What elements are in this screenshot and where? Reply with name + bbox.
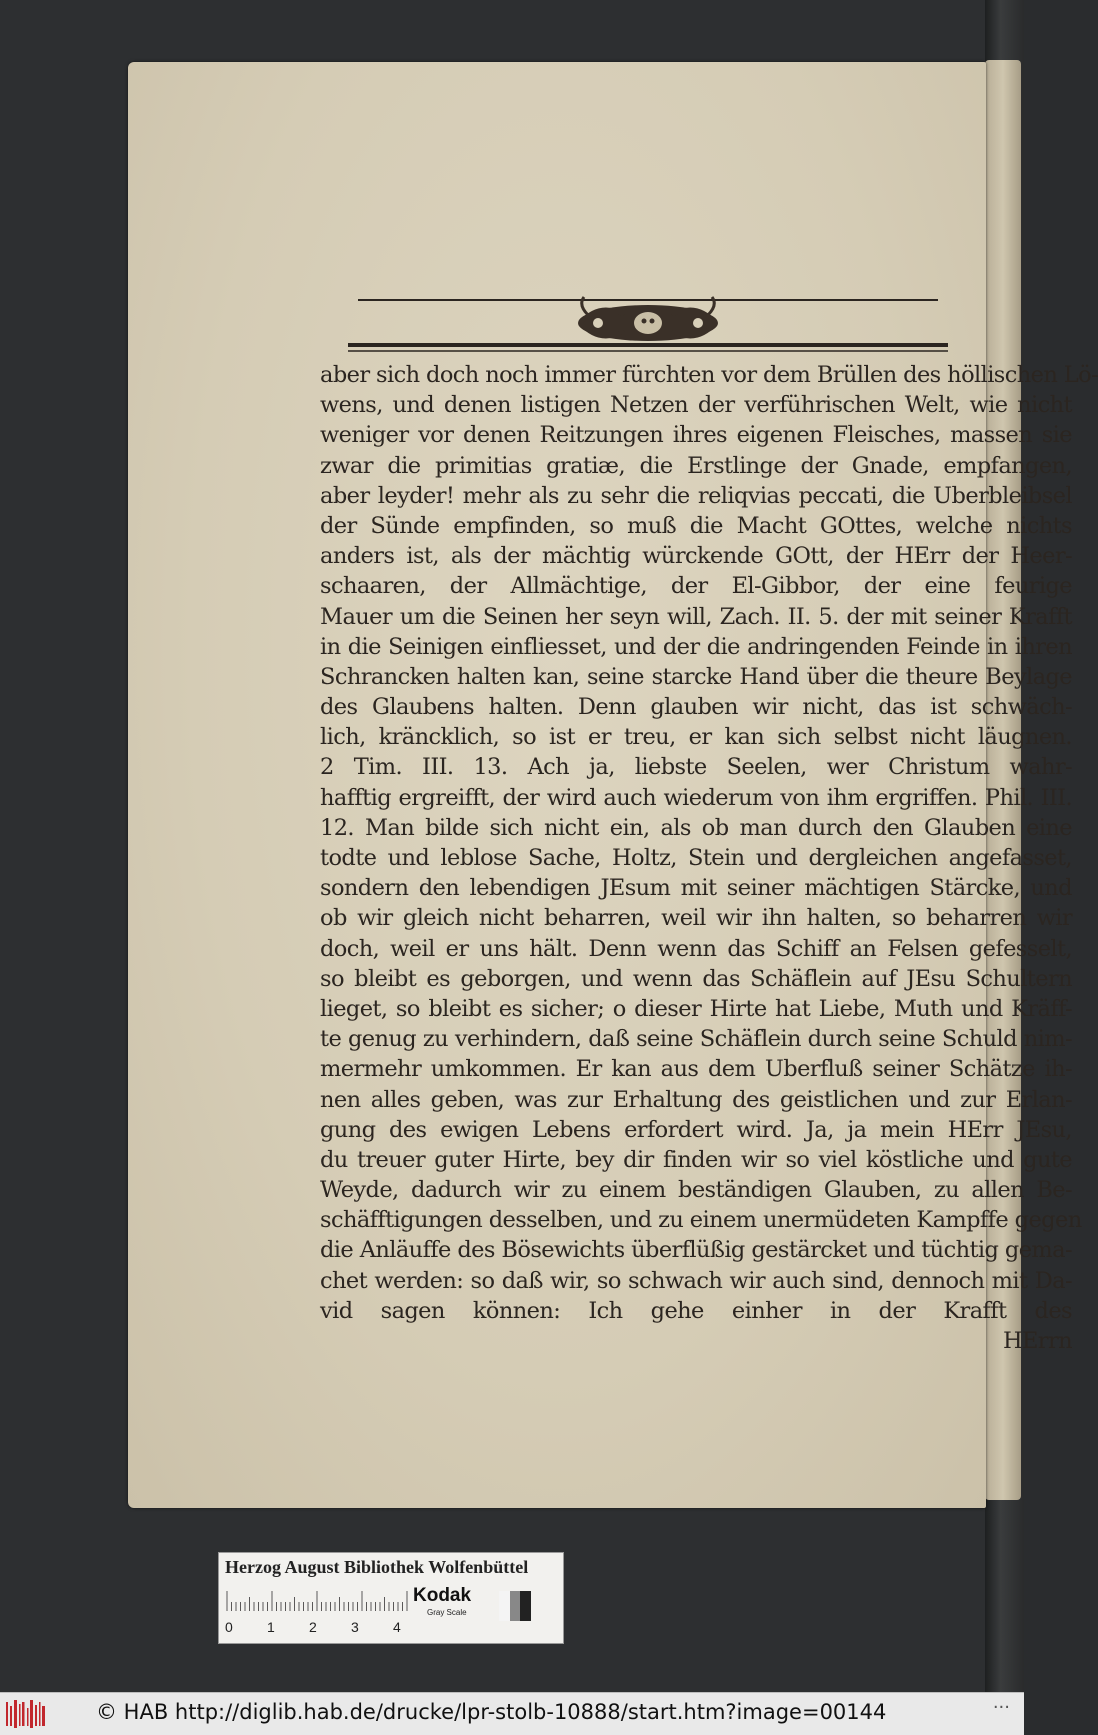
- text-line: du treuer guter Hirte, bey dir finden wir so viel köstliche und gute: [320, 1146, 1072, 1173]
- text-line: so bleibt es geborgen, und wenn das Schäflein auf JEsu Schultern: [320, 965, 1072, 992]
- text-line: 12. Man bilde sich nicht ein, als ob man durch den Glauben eine: [320, 814, 1072, 841]
- catchword: HErrn: [1002, 1328, 1072, 1354]
- text-line: Mauer um die Seinen her seyn will, Zach. II. 5. der mit seiner Krafft: [320, 603, 1072, 630]
- source-url[interactable]: © HAB http://diglib.hab.de/drucke/lpr-stolb-10888/start.htm?image=00144: [96, 1700, 887, 1724]
- text-line: te genug zu verhindern, daß seine Schäflein durch seine Schuld nim-: [320, 1026, 1072, 1053]
- gray-scale-patch: [499, 1591, 531, 1621]
- text-line: todte und leblose Sache, Holtz, Stein und dergleichen angefasset,: [320, 845, 1072, 871]
- headpiece-ornament-icon: [348, 237, 948, 357]
- hab-barcode-logo-icon[interactable]: [6, 1700, 46, 1728]
- ruler-number: 2: [309, 1619, 317, 1635]
- text-line: lieget, so bleibt es sicher; o dieser Hirte hat Liebe, Muth und Kräff-: [320, 995, 1072, 1022]
- text-line: gung des ewigen Lebens erfordert wird. Ja, ja mein HErr JEsu,: [320, 1116, 1072, 1143]
- gray-scale-label: Gray Scale: [427, 1608, 467, 1617]
- page-text: [320, 360, 1098, 1356]
- text-line: lich, kräncklich, so ist er treu, er kan sich selbst nicht läugnen.: [320, 724, 1072, 751]
- text-line: der Sünde empfinden, so muß die Macht GOttes, welche nichts: [320, 512, 1072, 539]
- ruler-number: 3: [351, 1619, 359, 1635]
- text-line: nen alles geben, was zur Erhaltung des geistlichen und zur Erlan-: [320, 1086, 1072, 1113]
- text-line: Schrancken halten kan, seine starcke Hand über die theure Beylage: [320, 663, 1072, 690]
- ruler-number: 1: [267, 1619, 275, 1635]
- text-line: zwar die primitias gratiæ, die Erstlinge der Gnade, empfangen,: [320, 452, 1072, 479]
- text-line: doch, weil er uns hält. Denn wenn das Schiff an Felsen gefesselt,: [320, 935, 1072, 962]
- viewer-footer: [0, 1692, 1024, 1735]
- ruler-numbers: [225, 1619, 425, 1639]
- text-line: Weyde, dadurch wir zu einem beständigen Glauben, zu allen Be-: [320, 1177, 1072, 1204]
- text-line: in die Seinigen einfliesset, und der die andringenden Feinde in ihren: [320, 633, 1072, 660]
- text-line: schäfftigungen desselben, und zu einem unermüdeten Kampffe gegen: [320, 1207, 1082, 1234]
- text-line: aber sich doch noch immer fürchten vor dem Brüllen des höllischen Lö-: [320, 362, 1098, 388]
- text-line: schaaren, der Allmächtige, der El-Gibbor, der eine feurige: [320, 573, 1072, 600]
- text-line: chet werden: so daß wir, so schwach wir auch sind, dennoch mit Da-: [320, 1267, 1072, 1294]
- text-line: mermehr umkommen. Er kan aus dem Uberfluß seiner Schätze ih-: [320, 1056, 1072, 1083]
- kodak-label: Kodak: [413, 1585, 472, 1606]
- more-menu-icon[interactable]: ···: [992, 1697, 1010, 1718]
- text-line: vid sagen können: Ich gehe einher in der Krafft des: [320, 1297, 1072, 1324]
- text-line: hafftig ergreifft, der wird auch wiederum von ihm ergriffen. Phil. III.: [320, 784, 1072, 811]
- text-line: aber leyder! mehr als zu sehr die reliqvias peccati, die Uberbleibsel: [320, 482, 1072, 509]
- book-page: [128, 62, 1098, 1508]
- ruler-number: 4: [393, 1619, 401, 1635]
- text-line: 2 Tim. III. 13. Ach ja, liebste Seelen, wer Christum wahr-: [320, 754, 1072, 781]
- text-line: sondern den lebendigen JEsum mit seiner mächtigen Stärcke, und: [320, 875, 1072, 902]
- text-line: weniger vor denen Reitzungen ihres eigenen Fleisches, massen sie: [320, 422, 1072, 449]
- text-line: des Glaubens halten. Denn glauben wir nicht, das ist schwäch-: [320, 694, 1072, 721]
- text-line: wens, und denen listigen Netzen der verführischen Welt, wie nicht: [320, 392, 1072, 419]
- ruler-scale-icon: [225, 1589, 415, 1611]
- ruler-number: 0: [225, 1619, 233, 1635]
- color-calibration-card: [218, 1552, 564, 1644]
- text-line: anders ist, als der mächtig würckende GOtt, der HErr der Heer-: [320, 543, 1072, 570]
- card-title: Herzog August Bibliothek Wolfenbüttel: [225, 1557, 529, 1577]
- text-line: die Anläuffe des Bösewichts überflüßig gestärcket und tüchtig gema-: [320, 1237, 1072, 1264]
- text-line: ob wir gleich nicht beharren, weil wir ihn halten, so beharren wir: [320, 905, 1072, 932]
